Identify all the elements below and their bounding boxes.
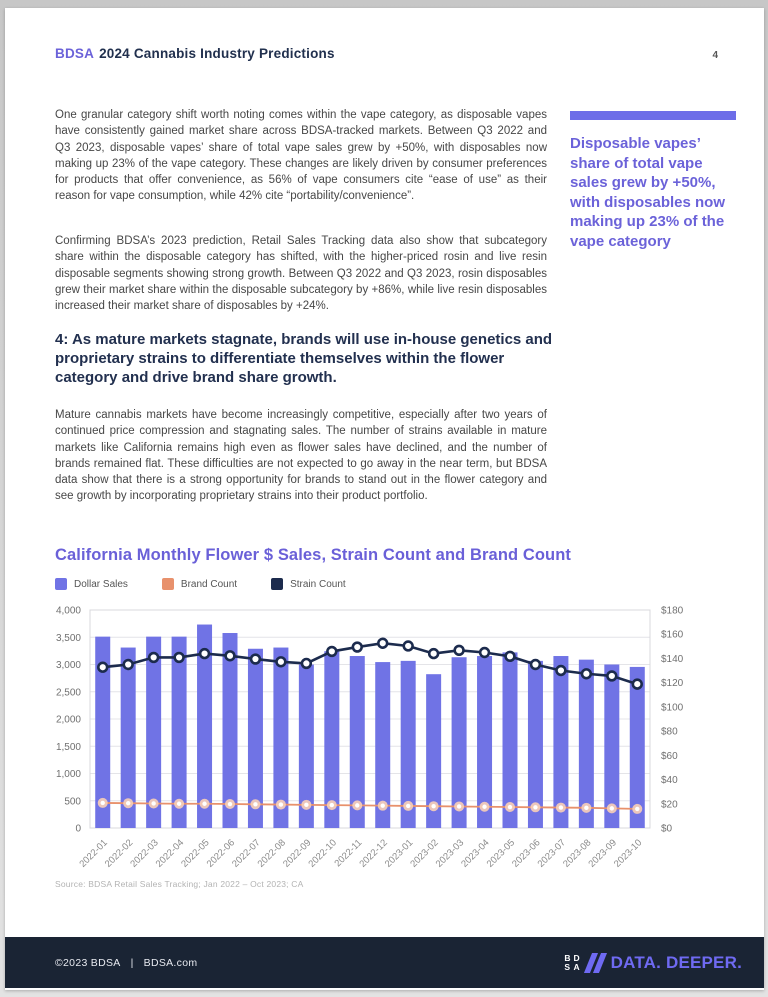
callout-accent-bar [570, 111, 736, 120]
logo-slashes-icon [588, 953, 603, 973]
legend-label: Dollar Sales [74, 578, 128, 590]
svg-text:2022-05: 2022-05 [179, 837, 212, 870]
svg-text:3,000: 3,000 [55, 660, 81, 671]
svg-text:2023-04: 2023-04 [459, 837, 492, 870]
bar-2023-10 [630, 667, 645, 828]
svg-text:2023-07: 2023-07 [535, 837, 569, 870]
svg-text:2022-03: 2022-03 [128, 837, 161, 870]
paragraph-disposable-shift: Confirming BDSA’s 2023 prediction, Retail Sales Tracking data also show that subcategory share within the disposable category has shifted, with the higher-priced rosin and live resin disposable segments showing strong growth. Between Q3 2022 and Q3 2023, rosin disposables grew their market share within the disposable subcategory by +86%, while live resin disposables increased their market share of disposables by +24%. [55, 235, 547, 313]
chart-area [40, 600, 740, 890]
svg-text:2022-11: 2022-11 [332, 837, 365, 870]
svg-text:2023-02: 2023-02 [408, 837, 441, 870]
brand-count-swatch-icon [162, 578, 174, 590]
dollar-sales-swatch-icon [55, 578, 67, 590]
footer-separator: | [130, 956, 134, 969]
report-page [5, 8, 764, 990]
paragraph-mature-markets: Mature cannabis markets have become increasingly competitive, especially after two years of continued price compression and stagnating sales. The number of strains available in mature markets like California remains high even as flower sales have declined, and the number of brands remained flat. These difficulties are not expected to go away in the near term, but BDSA data show that there is a strong opportunity for brands to stand out in the flower category and see growth by incorporating proprietary strains into their product portfolio. [55, 409, 547, 503]
svg-text:2022-12: 2022-12 [357, 837, 390, 870]
svg-text:$140: $140 [661, 653, 684, 665]
bdsa-logo-letters-icon [564, 954, 579, 971]
bar-2023-05 [503, 652, 518, 828]
svg-text:2022-08: 2022-08 [255, 837, 289, 870]
footer-site-link[interactable]: BDSA.com [143, 956, 198, 969]
legend-item-dollar-sales [55, 578, 128, 590]
svg-text:$160: $160 [661, 629, 684, 641]
svg-text:2022-02: 2022-02 [102, 837, 136, 870]
svg-text:$120: $120 [661, 678, 684, 690]
logo-letter: B [564, 953, 571, 963]
svg-text:2023-09: 2023-09 [586, 837, 619, 870]
header-title: 2024 Cannabis Industry Predictions [99, 46, 335, 61]
svg-text:$80: $80 [661, 726, 678, 738]
chart-source-note: Source: BDSA Retail Sales Tracking; Jan 2022 – Oct 2023; CA [55, 879, 304, 889]
svg-text:$40: $40 [661, 775, 678, 787]
logo-letter: S [564, 962, 571, 972]
legend-item-strain-count [271, 578, 346, 590]
svg-text:2022-10: 2022-10 [306, 837, 339, 870]
bar-2022-06 [223, 633, 238, 828]
logo-letter: A [573, 962, 580, 972]
strain-count-swatch-icon [271, 578, 283, 590]
svg-text:2,500: 2,500 [55, 687, 81, 699]
svg-text:0: 0 [75, 823, 81, 835]
brand-name: BDSA [55, 46, 95, 61]
page-number: 4 [712, 50, 718, 61]
svg-text:$60: $60 [661, 750, 678, 762]
legend-item-brand-count [162, 578, 237, 590]
page-header [55, 46, 335, 61]
svg-text:2023-05: 2023-05 [484, 837, 518, 870]
legend-label: Strain Count [290, 578, 346, 590]
logo-tagline: DATA. DEEPER. [610, 952, 742, 972]
copyright-text: ©2023 BDSA [55, 956, 121, 969]
svg-text:2022-09: 2022-09 [281, 837, 314, 870]
prediction-heading: 4: As mature markets stagnate, brands will use in-house genetics and proprietary strains to differentiate themselves within the flower category and drive brand share growth. [55, 331, 553, 386]
bdsa-logo [564, 953, 742, 973]
svg-text:3,500: 3,500 [55, 632, 81, 644]
svg-text:2022-06: 2022-06 [204, 837, 238, 870]
svg-text:2023-08: 2023-08 [561, 837, 594, 870]
svg-text:1,500: 1,500 [55, 741, 81, 753]
svg-text:4,000: 4,000 [55, 605, 81, 617]
svg-text:2022-01: 2022-01 [77, 837, 110, 870]
svg-text:2023-01: 2023-01 [382, 837, 416, 870]
legend-label: Brand Count [180, 578, 238, 590]
svg-text:2023-10: 2023-10 [611, 837, 645, 870]
svg-text:500: 500 [64, 796, 81, 808]
svg-text:2023-03: 2023-03 [433, 837, 467, 870]
svg-text:2,000: 2,000 [55, 714, 81, 726]
svg-text:$180: $180 [661, 605, 684, 617]
paragraph-vape-category: One granular category shift worth noting comes within the vape category, as disposable vapes have consistently gained market share across BDSA-tracked markets. Between Q3 2022 and Q3 2023, disposable vapes’ share of total vape sales grew by +50%, with disposables now making up 23% of the vape category. These changes are likely driven by consumer preferences for products that offer convenience, as 56% of vape consumers cite “ease of use” as their reason for vape consumption, while 42% cite “portability/convenience”. [55, 109, 547, 203]
callout-text: Disposable vapes’ share of total vape sales grew by +50%, with disposables now making up 23% of the vape category [570, 135, 726, 250]
footer-left [55, 957, 197, 969]
svg-text:$0: $0 [661, 823, 673, 835]
chart-legend [55, 578, 346, 590]
svg-text:2022-07: 2022-07 [230, 837, 263, 870]
logo-letter: D [573, 953, 580, 963]
svg-text:$100: $100 [661, 702, 684, 714]
x-axis-labels [77, 837, 644, 869]
callout-box [570, 111, 744, 251]
svg-text:1,000: 1,000 [55, 769, 81, 780]
flower-sales-chart [40, 600, 740, 890]
svg-text:2022-04: 2022-04 [153, 837, 187, 870]
bar-2023-08 [579, 660, 594, 828]
svg-text:$20: $20 [661, 799, 678, 811]
bar-2023-07 [553, 656, 568, 828]
page-footer [5, 937, 764, 988]
svg-text:2023-06: 2023-06 [510, 837, 543, 870]
chart-title: California Monthly Flower $ Sales, Strain Count and Brand Count [55, 546, 572, 564]
